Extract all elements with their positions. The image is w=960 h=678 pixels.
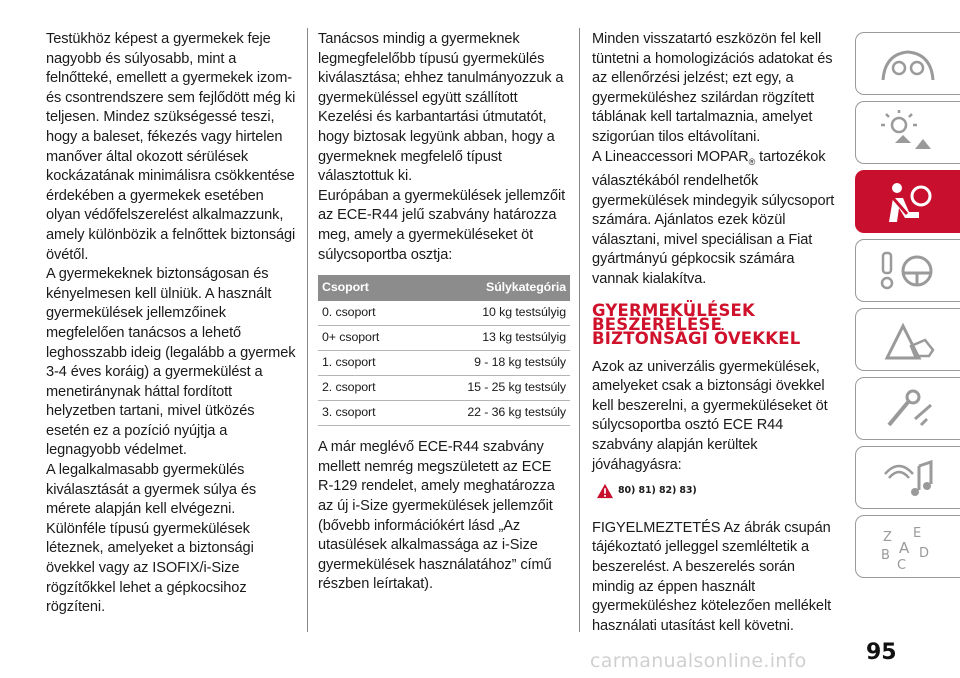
index-letters-icon xyxy=(875,523,941,571)
tab-starting-driving[interactable] xyxy=(855,239,960,302)
svg-text:D: D xyxy=(919,545,930,561)
registered-symbol: ® xyxy=(748,156,756,167)
tab-emergency[interactable] xyxy=(855,308,960,371)
key-steering-wheel-icon xyxy=(875,247,941,295)
paragraph: A már meglévő ECE-R44 szabvány mellett nemrég megszületett az ECE R-129 rendelet, amely meghatározza az új i-Size gyermekülések jellemzőit (bővebb információkért lásd „Az utasülések alkalmassága az i-Size gyermekülések használatához” című részben leírtakat). xyxy=(318,439,555,593)
weight-cell: 9 - 18 kg testsúly xyxy=(414,351,570,376)
multimedia-icon xyxy=(875,454,941,502)
group-cell: 3. csoport xyxy=(318,401,414,426)
tab-multimedia[interactable] xyxy=(855,446,960,509)
table-row xyxy=(318,401,570,426)
weight-cell: 15 - 25 kg testsúly xyxy=(414,376,570,401)
tab-warning-lights[interactable] xyxy=(855,101,960,164)
paragraph: Azok az univerzális gyermekülések, amelyeket csak a biztonsági övekkel kell beszerelni, a gyermeküléseket öt súlycsoportba osztó ECE R44 szabvány alapján kerültek jóváhagyásra: xyxy=(592,358,828,473)
paragraph: A legalkalmasabb gyermekülés kiválasztását a gyermek súlya és mérete alapján kell elvégezni. Különféle típusú gyermekülések léteznek, amelyeket a biztonsági övekkel vagy az ISOFIX/i-Size rögzítőkkel lehet a gépkocsihoz rögzíteni. xyxy=(46,462,257,616)
paragraph: Európában a gyermekülések jellemzőit az ECE-R44 jelű szabvány határozza meg, amely a gyermeküléseket öt súlycsoportba osztja: xyxy=(318,187,566,263)
text-column-1 xyxy=(46,30,298,618)
group-cell: 2. csoport xyxy=(318,376,414,401)
paragraph: A gyermekeknek biztonságosan és kényelmesen kell ülniük. A használt gyermekülések jellemzőinek megfelelően tanácsos a lehető leghosszabb ideig (legalább a gyermek 3-4 éves koráig) a gyermekülést a menetiránynak háttal fordított helyzetben tartani, mivel ütközés esetén ez a pozíció nyújtja a legnagyobb védelmet. xyxy=(46,266,296,459)
svg-text:B: B xyxy=(881,547,890,563)
tab-safety[interactable] xyxy=(855,170,960,233)
weight-group-table xyxy=(318,275,570,426)
breakdown-triangle-icon xyxy=(875,316,941,364)
table-row xyxy=(318,351,570,376)
heading-line: GYERMEKÜLÉSEK xyxy=(592,300,756,320)
column-divider xyxy=(307,28,308,632)
tab-index[interactable] xyxy=(855,515,960,578)
section-heading xyxy=(592,300,840,348)
svg-text:C: C xyxy=(897,557,907,571)
airbag-seatbelt-icon xyxy=(875,178,941,226)
paragraph: Tanácsos mindig a gyermeknek legmegfelelőbb típusú gyermekülés kiválasztása; ehhez tanulmányozzuk a gyermeküléssel együtt szállított Kezelési és karbantartási útmutatót, hogy biztosak legyünk abban, hogy a gyermeknek megfelelő típust választottuk ki. xyxy=(318,31,564,185)
paragraph: Minden visszatartó eszközön fel kell tüntetni a homologizációs adatokat és az ellenőrzési jelzést; ezt egy, a gyermeküléshez szilárdan rögzített táblának kell tartalmaznia, amelyet szigorúan tilos eltávolítani. xyxy=(592,31,833,145)
weight-cell: 10 kg testsúlyig xyxy=(414,301,570,326)
heading-line: BESZERELÉSE xyxy=(592,314,723,334)
warning-triangle-icon xyxy=(596,483,614,499)
warning-reference xyxy=(596,481,840,501)
group-cell: 0. csoport xyxy=(318,301,414,326)
warning-refs: 80) 81) 82) 83) xyxy=(618,485,697,497)
paragraph xyxy=(592,148,840,290)
svg-text:Z: Z xyxy=(883,529,892,545)
column-header-weight: Súlykategória xyxy=(414,275,570,301)
table-row xyxy=(318,301,570,326)
paragraph: FIGYELMEZTETÉS Az ábrák csupán tájékoztató jelleggel szemléltetik a beszerelést. A beszerelés során mindig az éppen használt gyermeküléshez kötelezően mellékelt használati utasítást kell követni. xyxy=(592,519,832,634)
tab-maintenance[interactable] xyxy=(855,377,960,440)
weight-cell: 13 kg testsúlyig xyxy=(414,326,570,351)
svg-text:E: E xyxy=(913,525,922,541)
table-row xyxy=(318,376,570,401)
warning-lights-icon xyxy=(875,109,941,157)
column-header-group: Csoport xyxy=(318,275,414,301)
text-column-2 xyxy=(318,30,570,595)
car-dashboard-icon xyxy=(875,40,941,88)
text-span: A Lineaccessori MOPAR xyxy=(592,148,749,165)
heading-line: BIZTONSÁGI ÖVEKKEL xyxy=(592,328,801,348)
group-cell: 1. csoport xyxy=(318,351,414,376)
page-number: 95 xyxy=(866,640,897,665)
watermark: carmanualsonline.info xyxy=(590,650,807,672)
svg-text:A: A xyxy=(899,538,910,557)
table-header-row xyxy=(318,275,570,301)
column-divider xyxy=(579,28,580,632)
tab-dashboard[interactable] xyxy=(855,32,960,95)
group-cell: 0+ csoport xyxy=(318,326,414,351)
text-column-3 xyxy=(592,30,840,636)
weight-cell: 22 - 36 kg testsúly xyxy=(414,401,570,426)
paragraph: Testükhöz képest a gyermekek feje nagyobb és súlyosabb, mint a felnőtteké, emellett a gyermekek izom- és csontrendszere sem fejlődött még ki teljesen. Mindez szükségessé teszi, hogy a baleset, fékezés vagy hirtelen manőver által okozott sérülések kockázatának minimálisra csökkentése érdekében a gyermekek esetében olyan védőfelszerelést alkalmazzunk, amely különbözik a felnőttek biztonsági övétől. xyxy=(46,31,296,263)
text-span: tartozékok választékából rendelhetők gyermekülések mindegyik súlycsoport számára. Ajánlatos ezek közül választani, mivel speciálisan a Fiat gyártmányú gépkocsik számára vannak kialakítva. xyxy=(592,148,835,288)
table-row xyxy=(318,326,570,351)
service-tools-icon xyxy=(875,385,941,433)
